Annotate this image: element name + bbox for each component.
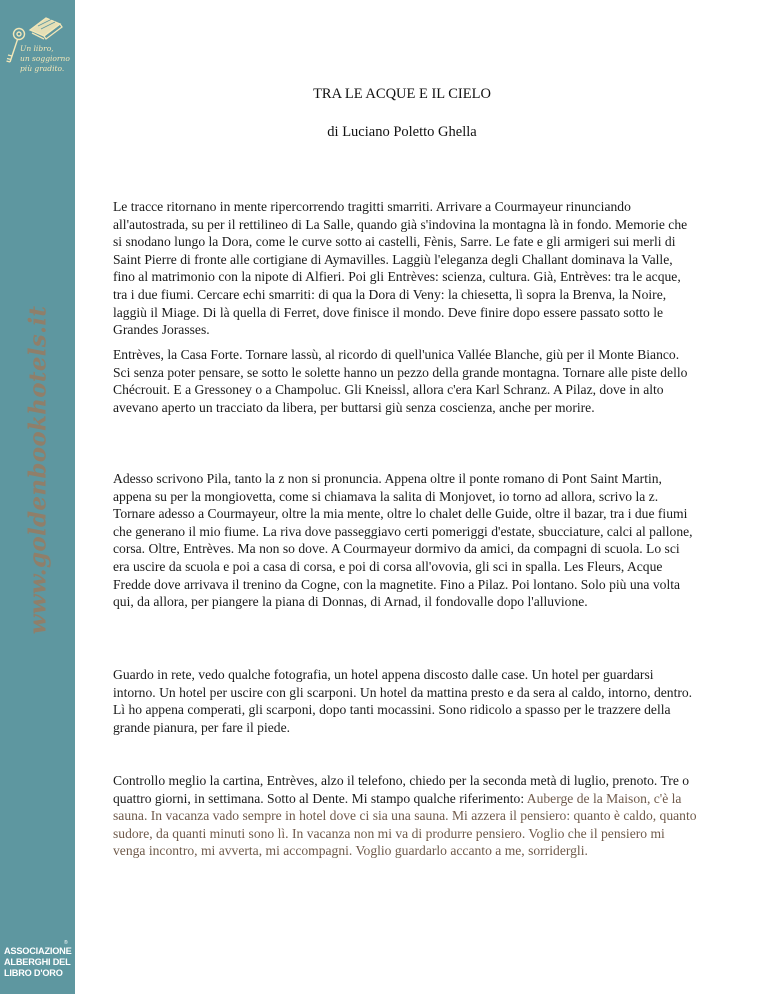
paragraph: Adesso scrivono Pila, tanto la z non si pronuncia. Appena oltre il ponte romano di Pont Saint Martin, appena su per la mongiovetta, come si chiamava la salita di Monjovet, io torno ad allora, scrivo la z. Tornare adesso a Courmayeur, oltre la mia mente, oltre lo chalet delle Guide, oltre il bazar, tra i due fiumi che generano il mio fiume. La riva dove passeggiavo certi pomeriggi d'estate, sbucciature, calci al pallone, corsa. Oltre, Entrèves. Ma non so dove. A Courmayeur dormivo da amici, da compagni di scuola. Lo sci era uscire da scuola e poi a casa di corsa, e poi di corsa all'ovovia, gli sci in spalla. Les Fleurs, Acque Fredde dove arrivava il trenino da Cogne, con la magnetite. Fino a Pilaz. Poi lontano. Solo più una volta qui, da allora, per piangere la piana di Donnas, di Arnad, il fondovalle dopo l'alluvione. bbox=[113, 471, 693, 610]
association-line: LIBRO D'ORO bbox=[4, 968, 63, 978]
logo-tagline bbox=[20, 44, 74, 74]
paragraph-quote: Auberge de la Maison, c'è la sauna. In vacanza vado sempre in hotel dove ci sia una sauna. Mi azzera il pensiero: quanto è caldo, quanto sudore, da quanti minuti sono lì. In vacanza non mi va di produrre pensiero. Voglio che il pensiero mi venga incontro, mi avverta, mi accompagni. Voglio guardarlo accanto a me, sorridergli. bbox=[113, 790, 697, 859]
tagline-line: Un libro, bbox=[20, 44, 54, 53]
tagline-line: più gradito. bbox=[20, 64, 65, 73]
tagline-line: un soggiorno bbox=[20, 54, 70, 63]
sidebar bbox=[0, 0, 75, 994]
association-line: ASSOCIAZIONE bbox=[4, 946, 72, 956]
paragraph bbox=[113, 772, 697, 860]
vertical-website-url: www.goldenbookhotels.it bbox=[24, 305, 52, 635]
paragraph: Le tracce ritornano in mente ripercorrendo tragitti smarriti. Arrivare a Courmayeur rinunciando all'autostrada, su per il rettilineo di La Salle, quando già s'indovina la montagna là in fondo. Memorie che si snodano lungo la Dora, come le curve sotto ai castelli, Fènis, Sarre. Le fate e gli armigeri sui merli di Saint Pierre di fronte alle cortigiane di Aymavilles. Laggiù l'eleganza degli Challant dominava la Valle, fino al matrimonio con la nipote di Alfieri. Poi gli Entrèves: scienza, cultura. Già, Entrèves: tra le acque, tra i due fiumi. Cercare echi smarriti: di qua la Dora di Veny: la chiesetta, lì sopra la Brenva, la Noire, laggiù il Miage. Di là quella di Ferret, dove finisce il mondo. Deve finire dopo essere passato sotto le Grandes Jorasses. bbox=[113, 199, 688, 338]
association-line: ALBERGHI DEL bbox=[4, 957, 71, 967]
paragraph: Entrèves, la Casa Forte. Tornare lassù, al ricordo di quell'unica Vallée Blanche, giù per il Monte Bianco. Sci senza poter pensare, se sotto le solette hanno un pezzo della grande montagna. Tornare alle piste dello Chécrouit. E a Gressoney o a Champoluc. Gli Kneissl, allora c'era Karl Schranz. A Pilaz, dove in alto avevano aperto un tracciato da libera, per buttarsi giù senza coscienza, anche per morire. bbox=[113, 347, 688, 415]
article-title: TRA LE ACQUE E IL CIELO bbox=[313, 86, 491, 102]
association-logo bbox=[4, 946, 74, 979]
paragraph: Guardo in rete, vedo qualche fotografia, un hotel appena discosto dalle case. Un hotel per guardarsi intorno. Un hotel per uscire con gli scarponi. Un hotel da mattina presto e da sera al caldo, intorno, dentro. Lì ho appena comperati, gli scarponi, dopo tanti mocassini. Sono ridicolo a spasso per le trazzere della grande pianura, per fare il piede. bbox=[113, 667, 693, 735]
article-author: di Luciano Poletto Ghella bbox=[327, 124, 477, 140]
registered-mark: ® bbox=[64, 940, 68, 946]
paragraph-lead: Controllo meglio la cartina, Entrèves, alzo il telefono, chiedo per la seconda metà di luglio, prenoto. Tre o quattro giorni, in settimana. Sotto al Dente. Mi stampo qualche riferimento: bbox=[113, 773, 690, 806]
